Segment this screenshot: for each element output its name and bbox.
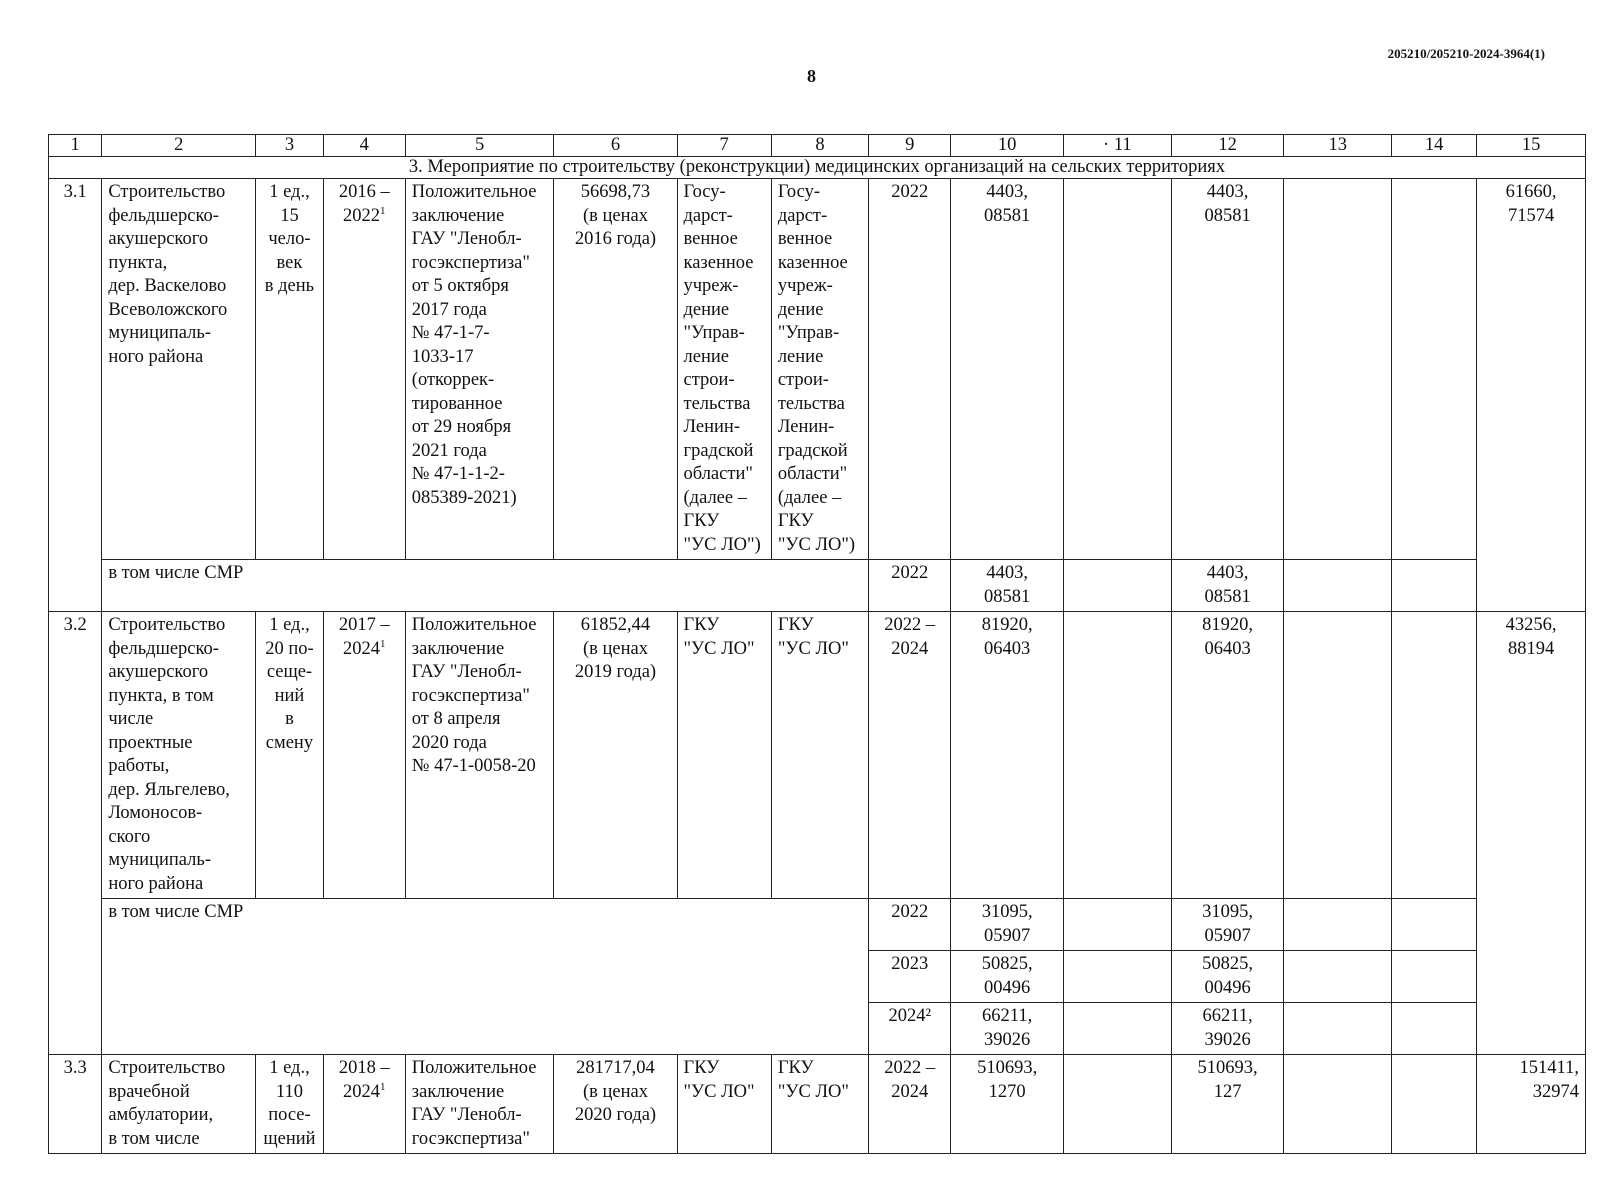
smr-row: [49, 899, 1586, 951]
col10-value: 510693, 1270: [951, 1055, 1064, 1154]
expertise: Положительное заключение ГАУ "Ленобл- госэкспертиза" от 5 октября 2017 года № 47-1-7- 1033-17 (откоррек- тированное от 29 ноября 2021 года № 47-1-1-2- 085389-2021): [405, 179, 554, 560]
object-name: Строительство фельдшерско- акушерского пункта, дер. Васкелово Всеволожского муниципаль- ного района: [102, 179, 256, 560]
smr-year: 2023: [869, 951, 951, 1003]
smr-col11: [1064, 1003, 1172, 1055]
developer: Госу- дарст- венное казенное учреж- дение "Управ- ление строи- тельства Ленин- градской области" (далее – ГКУ "УС ЛО"): [771, 179, 868, 560]
table-row: [49, 612, 1586, 899]
col-header-4: 4: [323, 135, 405, 157]
col-header-14: 14: [1392, 135, 1477, 157]
smr-col14: [1392, 1003, 1477, 1055]
col-header-11: · 11: [1064, 135, 1172, 157]
customer: ГКУ "УС ЛО": [677, 612, 771, 899]
expertise: Положительное заключение ГАУ "Ленобл- госэкспертиза" от 8 апреля 2020 года № 47-1-0058-20: [405, 612, 554, 899]
row-number: 3.3: [49, 1055, 102, 1154]
smr-col14: [1392, 560, 1477, 612]
smr-col12: 66211, 39026: [1171, 1003, 1284, 1055]
measures-table: [48, 134, 1586, 1154]
col10-value: 4403, 08581: [951, 179, 1064, 560]
smr-label: в том числе СМР: [102, 560, 869, 612]
smr-col10: 66211, 39026: [951, 1003, 1064, 1055]
object-name: Строительство фельдшерско- акушерского пункта, в том числе проектные работы, дер. Яльгелево, Ломоносов- ского муниципаль- ного района: [102, 612, 256, 899]
col-header-9: 9: [869, 135, 951, 157]
col-header-7: 7: [677, 135, 771, 157]
col-header-13: 13: [1284, 135, 1392, 157]
smr-col13: [1284, 560, 1392, 612]
row-number: 3.1: [49, 179, 102, 612]
smr-col10: 50825, 00496: [951, 951, 1064, 1003]
column-number-row: [49, 135, 1586, 157]
period: 2017 – 2024$^1$: [323, 612, 405, 899]
estimated-cost: 61852,44 (в ценах 2019 года): [554, 612, 677, 899]
smr-col10: 4403, 08581: [951, 560, 1064, 612]
row-number: 3.2: [49, 612, 102, 1055]
smr-col14: [1392, 951, 1477, 1003]
table-row: [49, 179, 1586, 560]
col15-value: 61660, 71574: [1477, 179, 1586, 612]
col-header-3: 3: [256, 135, 324, 157]
estimated-cost: 56698,73 (в ценах 2016 года): [554, 179, 677, 560]
col-header-2: 2: [102, 135, 256, 157]
section-title: 3. Мероприятие по строительству (реконструкции) медицинских организаций на сельских территориях: [49, 157, 1586, 179]
smr-col11: [1064, 560, 1172, 612]
developer: ГКУ "УС ЛО": [771, 1055, 868, 1154]
capacity: 1 ед., 15 чело- век в день: [256, 179, 324, 560]
col13-value: [1284, 1055, 1392, 1154]
col15-value: 43256, 88194: [1477, 612, 1586, 1055]
col11-value: [1064, 179, 1172, 560]
col-header-1: 1: [49, 135, 102, 157]
section-title-row: [49, 157, 1586, 179]
page-number: 8: [807, 66, 816, 86]
smr-col13: [1284, 1003, 1392, 1055]
col-header-6: 6: [554, 135, 677, 157]
capacity: 1 ед., 20 по- сеще- ний в смену: [256, 612, 324, 899]
col13-value: [1284, 179, 1392, 560]
smr-label: в том числе СМР: [102, 899, 869, 1055]
smr-col12: 31095, 05907: [1171, 899, 1284, 951]
object-name: Строительство врачебной амбулатории, в том числе: [102, 1055, 256, 1154]
years: 2022 – 2024: [869, 1055, 951, 1154]
smr-col14: [1392, 899, 1477, 951]
col12-value: 81920, 06403: [1171, 612, 1284, 899]
customer: ГКУ "УС ЛО": [677, 1055, 771, 1154]
col15-value: 151411, 32974: [1477, 1055, 1586, 1154]
smr-col11: [1064, 951, 1172, 1003]
smr-col10: 31095, 05907: [951, 899, 1064, 951]
smr-row: [49, 560, 1586, 612]
col13-value: [1284, 612, 1392, 899]
col11-value: [1064, 612, 1172, 899]
col-header-5: 5: [405, 135, 554, 157]
capacity: 1 ед., 110 посе- щений: [256, 1055, 324, 1154]
years: 2022: [869, 179, 951, 560]
smr-col13: [1284, 951, 1392, 1003]
col-header-8: 8: [771, 135, 868, 157]
document-id: 205210/205210-2024-3964(1): [1387, 46, 1545, 61]
smr-col12: 50825, 00496: [1171, 951, 1284, 1003]
customer: Госу- дарст- венное казенное учреж- дение "Управ- ление строи- тельства Ленин- градской области" (далее – ГКУ "УС ЛО"): [677, 179, 771, 560]
smr-year: 2022: [869, 899, 951, 951]
period: 2018 – 2024$^1$: [323, 1055, 405, 1154]
smr-year: 2022: [869, 560, 951, 612]
col-header-15: 15: [1477, 135, 1586, 157]
smr-col12: 4403, 08581: [1171, 560, 1284, 612]
developer: ГКУ "УС ЛО": [771, 612, 868, 899]
smr-col11: [1064, 899, 1172, 951]
table-row: [49, 1055, 1586, 1154]
col14-value: [1392, 179, 1477, 560]
period: 2016 – 2022$^1$: [323, 179, 405, 560]
expertise: Положительное заключение ГАУ "Ленобл- госэкспертиза": [405, 1055, 554, 1154]
col-header-10: 10: [951, 135, 1064, 157]
col12-value: 510693, 127: [1171, 1055, 1284, 1154]
col14-value: [1392, 1055, 1477, 1154]
years: 2022 – 2024: [869, 612, 951, 899]
col14-value: [1392, 612, 1477, 899]
col11-value: [1064, 1055, 1172, 1154]
col-header-12: 12: [1171, 135, 1284, 157]
estimated-cost: 281717,04 (в ценах 2020 года): [554, 1055, 677, 1154]
smr-col13: [1284, 899, 1392, 951]
smr-year: 2024²: [869, 1003, 951, 1055]
col10-value: 81920, 06403: [951, 612, 1064, 899]
col12-value: 4403, 08581: [1171, 179, 1284, 560]
